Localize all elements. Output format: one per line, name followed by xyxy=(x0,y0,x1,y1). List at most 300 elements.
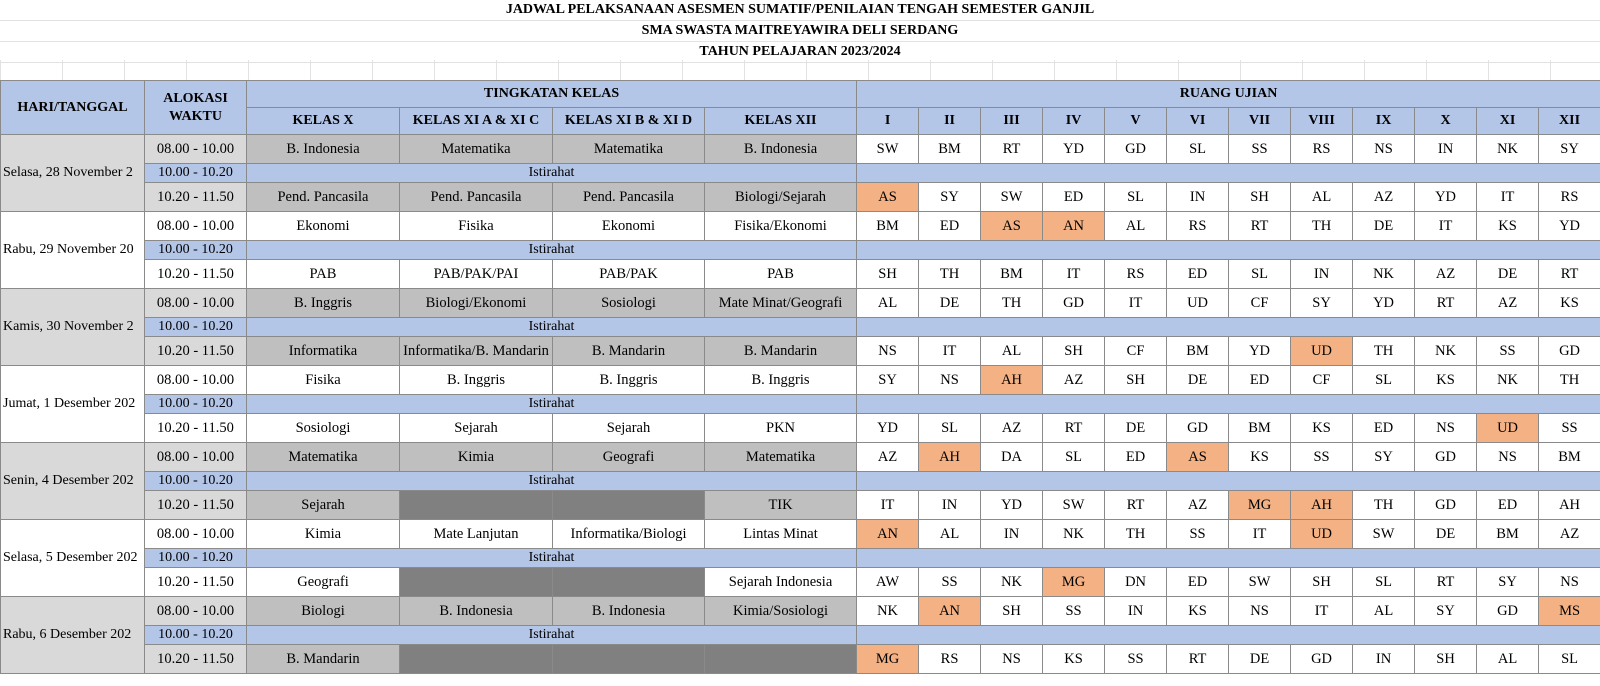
header-room[interactable]: X xyxy=(1415,108,1477,135)
subject-cell[interactable]: Pend. Pancasila xyxy=(247,183,400,212)
subject-cell[interactable]: B. Inggris xyxy=(553,366,705,395)
room-proctor-cell[interactable]: CF xyxy=(1229,289,1291,318)
room-proctor-cell[interactable]: RS xyxy=(1105,260,1167,289)
break-rooms-cell xyxy=(857,241,1600,260)
break-cell[interactable]: Istirahat xyxy=(247,549,857,568)
room-proctor-cell[interactable]: KS xyxy=(1539,289,1600,318)
subject-cell[interactable]: Sejarah xyxy=(553,414,705,443)
room-proctor-cell[interactable]: AZ xyxy=(1353,183,1415,212)
header-room[interactable]: XII xyxy=(1539,108,1600,135)
exam-row xyxy=(1,645,1600,674)
room-proctor-cell[interactable]: NK xyxy=(1353,260,1415,289)
subject-cell[interactable] xyxy=(400,568,553,597)
subject-cell[interactable]: Fisika/Ekonomi xyxy=(705,212,857,241)
subject-cell[interactable]: B. Indonesia xyxy=(553,597,705,626)
room-proctor-cell[interactable]: ED xyxy=(1043,183,1105,212)
exam-row xyxy=(1,337,1600,366)
subject-cell[interactable]: B. Inggris xyxy=(400,366,553,395)
room-proctor-cell[interactable]: AN xyxy=(857,520,919,549)
subject-cell[interactable]: Kimia xyxy=(400,443,553,472)
time-cell[interactable]: 08.00 - 10.00 xyxy=(145,366,247,395)
header-room[interactable]: IV xyxy=(1043,108,1105,135)
room-proctor-cell[interactable]: RT xyxy=(1043,414,1105,443)
room-proctor-cell[interactable]: IN xyxy=(919,491,981,520)
room-proctor-cell[interactable]: RT xyxy=(1105,491,1167,520)
room-proctor-cell[interactable]: KS xyxy=(1229,443,1291,472)
room-proctor-cell[interactable]: KS xyxy=(1415,366,1477,395)
time-cell[interactable]: 10.00 - 10.20 xyxy=(145,549,247,568)
exam-row xyxy=(1,260,1600,289)
time-cell[interactable]: 10.20 - 11.50 xyxy=(145,414,247,443)
room-proctor-cell[interactable]: IN xyxy=(1105,597,1167,626)
room-proctor-cell[interactable]: IN xyxy=(981,520,1043,549)
room-proctor-cell[interactable]: AW xyxy=(857,568,919,597)
room-proctor-cell[interactable]: RT xyxy=(1539,260,1600,289)
room-proctor-cell[interactable]: IT xyxy=(1291,597,1353,626)
room-proctor-cell[interactable]: IN xyxy=(1167,183,1229,212)
room-proctor-cell[interactable]: DE xyxy=(919,289,981,318)
room-proctor-cell[interactable]: SY xyxy=(919,183,981,212)
room-proctor-cell[interactable]: AZ xyxy=(1539,520,1600,549)
room-proctor-cell[interactable]: YD xyxy=(981,491,1043,520)
room-proctor-cell[interactable]: SL xyxy=(1105,183,1167,212)
subject-cell[interactable]: Pend. Pancasila xyxy=(553,183,705,212)
subject-cell[interactable]: Sejarah xyxy=(247,491,400,520)
room-proctor-cell[interactable]: NS xyxy=(919,366,981,395)
subject-cell[interactable]: PKN xyxy=(705,414,857,443)
room-proctor-cell[interactable]: IT xyxy=(919,337,981,366)
subject-cell[interactable]: Matematika xyxy=(400,135,553,164)
room-proctor-cell[interactable]: SH xyxy=(981,597,1043,626)
subject-cell[interactable]: Ekonomi xyxy=(553,212,705,241)
room-proctor-cell[interactable]: TH xyxy=(1291,212,1353,241)
time-cell[interactable]: 10.00 - 10.20 xyxy=(145,626,247,645)
room-proctor-cell[interactable]: YD xyxy=(857,414,919,443)
room-proctor-cell[interactable]: RS xyxy=(1539,183,1600,212)
room-proctor-cell[interactable]: NK xyxy=(1477,135,1539,164)
room-proctor-cell[interactable]: AL xyxy=(919,520,981,549)
subject-cell[interactable]: PAB xyxy=(247,260,400,289)
room-proctor-cell[interactable]: SS xyxy=(919,568,981,597)
break-row xyxy=(1,318,1600,337)
break-rooms-cell xyxy=(857,318,1600,337)
room-proctor-cell[interactable]: KS xyxy=(1291,414,1353,443)
room-proctor-cell[interactable]: TH xyxy=(1353,337,1415,366)
title-line-3: TAHUN PELAJARAN 2023/2024 xyxy=(0,42,1600,63)
room-proctor-cell[interactable]: DE xyxy=(1105,414,1167,443)
subject-cell[interactable]: PAB xyxy=(705,260,857,289)
room-proctor-cell[interactable]: ED xyxy=(1477,491,1539,520)
room-proctor-cell[interactable]: YD xyxy=(1353,289,1415,318)
header-room[interactable]: IX xyxy=(1353,108,1415,135)
room-proctor-cell[interactable]: ED xyxy=(1167,568,1229,597)
subject-cell[interactable] xyxy=(553,568,705,597)
subject-cell[interactable]: Biologi xyxy=(247,597,400,626)
room-proctor-cell[interactable]: MG xyxy=(857,645,919,674)
subject-cell[interactable]: Sejarah xyxy=(400,414,553,443)
schedule-table xyxy=(0,80,1600,674)
room-proctor-cell[interactable]: AN xyxy=(1043,212,1105,241)
room-proctor-cell[interactable]: SS xyxy=(1105,645,1167,674)
room-proctor-cell[interactable]: RT xyxy=(1229,212,1291,241)
break-rooms-cell xyxy=(857,472,1600,491)
room-proctor-cell[interactable]: AL xyxy=(1477,645,1539,674)
room-proctor-cell[interactable]: UD xyxy=(1167,289,1229,318)
subject-cell[interactable]: B. Indonesia xyxy=(705,135,857,164)
room-proctor-cell[interactable]: SS xyxy=(1043,597,1105,626)
time-cell[interactable]: 08.00 - 10.00 xyxy=(145,443,247,472)
room-proctor-cell[interactable]: SY xyxy=(1353,443,1415,472)
subject-cell[interactable]: Sejarah Indonesia xyxy=(705,568,857,597)
day-cell[interactable]: Senin, 4 Desember 202 xyxy=(1,443,145,520)
room-proctor-cell[interactable]: RT xyxy=(981,135,1043,164)
room-proctor-cell[interactable]: SY xyxy=(1539,135,1600,164)
break-cell[interactable]: Istirahat xyxy=(247,472,857,491)
room-proctor-cell[interactable]: DA xyxy=(981,443,1043,472)
room-proctor-cell[interactable]: NK xyxy=(857,597,919,626)
subject-cell[interactable]: TIK xyxy=(705,491,857,520)
break-cell[interactable]: Istirahat xyxy=(247,164,857,183)
header-room[interactable]: XI xyxy=(1477,108,1539,135)
subject-cell[interactable] xyxy=(553,645,705,674)
room-proctor-cell[interactable]: BM xyxy=(981,260,1043,289)
subject-cell[interactable]: Biologi/Sejarah xyxy=(705,183,857,212)
room-proctor-cell[interactable]: NK xyxy=(1415,337,1477,366)
room-proctor-cell[interactable]: KS xyxy=(1043,645,1105,674)
exam-row xyxy=(1,414,1600,443)
time-cell[interactable]: 08.00 - 10.00 xyxy=(145,520,247,549)
subject-cell[interactable]: Matematika xyxy=(553,135,705,164)
room-proctor-cell[interactable]: AS xyxy=(857,183,919,212)
break-row xyxy=(1,241,1600,260)
room-proctor-cell[interactable]: SH xyxy=(1415,645,1477,674)
room-proctor-cell[interactable]: AL xyxy=(1353,597,1415,626)
room-proctor-cell[interactable]: SL xyxy=(1353,568,1415,597)
room-proctor-cell[interactable]: BM xyxy=(1477,520,1539,549)
room-proctor-cell[interactable]: IT xyxy=(1415,212,1477,241)
room-proctor-cell[interactable]: SS xyxy=(1291,443,1353,472)
room-proctor-cell[interactable]: AL xyxy=(1105,212,1167,241)
room-proctor-cell[interactable]: DE xyxy=(1229,645,1291,674)
subject-cell[interactable]: B. Inggris xyxy=(705,366,857,395)
room-proctor-cell[interactable]: IT xyxy=(1105,289,1167,318)
subject-cell[interactable]: Ekonomi xyxy=(247,212,400,241)
room-proctor-cell[interactable]: AZ xyxy=(1167,491,1229,520)
room-proctor-cell[interactable]: NS xyxy=(1477,443,1539,472)
subject-cell[interactable] xyxy=(705,645,857,674)
subject-cell[interactable]: Kimia/Sosiologi xyxy=(705,597,857,626)
room-proctor-cell[interactable]: DE xyxy=(1415,520,1477,549)
room-proctor-cell[interactable]: AL xyxy=(857,289,919,318)
title-line-2: SMA SWASTA MAITREYAWIRA DELI SERDANG xyxy=(0,21,1600,42)
exam-row xyxy=(1,520,1600,549)
room-proctor-cell[interactable]: NS xyxy=(1353,135,1415,164)
room-proctor-cell[interactable]: SS xyxy=(1539,414,1600,443)
break-cell[interactable]: Istirahat xyxy=(247,318,857,337)
time-cell[interactable]: 10.20 - 11.50 xyxy=(145,645,247,674)
time-cell[interactable]: 08.00 - 10.00 xyxy=(145,212,247,241)
room-proctor-cell[interactable]: TH xyxy=(1539,366,1600,395)
day-cell[interactable]: Selasa, 5 Desember 202 xyxy=(1,520,145,597)
room-proctor-cell[interactable]: GD xyxy=(1415,491,1477,520)
room-proctor-cell[interactable]: BM xyxy=(919,135,981,164)
time-cell[interactable]: 10.20 - 11.50 xyxy=(145,568,247,597)
room-proctor-cell[interactable]: UD xyxy=(1291,520,1353,549)
time-cell[interactable]: 10.00 - 10.20 xyxy=(145,241,247,260)
subject-cell[interactable] xyxy=(400,645,553,674)
header-room[interactable]: VI xyxy=(1167,108,1229,135)
room-proctor-cell[interactable]: AS xyxy=(1167,443,1229,472)
subject-cell[interactable]: B. Indonesia xyxy=(400,597,553,626)
room-proctor-cell[interactable]: AZ xyxy=(857,443,919,472)
room-proctor-cell[interactable]: SY xyxy=(1415,597,1477,626)
room-proctor-cell[interactable]: AH xyxy=(919,443,981,472)
room-proctor-cell[interactable]: SS xyxy=(1477,337,1539,366)
room-proctor-cell[interactable]: KS xyxy=(1477,212,1539,241)
room-proctor-cell[interactable]: SH xyxy=(1105,366,1167,395)
room-proctor-cell[interactable]: SL xyxy=(1229,260,1291,289)
room-proctor-cell[interactable]: BM xyxy=(1539,443,1600,472)
room-proctor-cell[interactable]: SH xyxy=(1229,183,1291,212)
header-room[interactable]: II xyxy=(919,108,981,135)
room-proctor-cell[interactable]: SL xyxy=(1539,645,1600,674)
break-cell[interactable]: Istirahat xyxy=(247,395,857,414)
time-cell[interactable]: 08.00 - 10.00 xyxy=(145,597,247,626)
room-proctor-cell[interactable]: YD xyxy=(1043,135,1105,164)
room-proctor-cell[interactable]: TH xyxy=(981,289,1043,318)
room-proctor-cell[interactable]: IT xyxy=(1477,183,1539,212)
room-proctor-cell[interactable]: AZ xyxy=(981,414,1043,443)
room-proctor-cell[interactable]: NK xyxy=(1043,520,1105,549)
subject-cell[interactable]: B. Mandarin xyxy=(553,337,705,366)
subject-cell[interactable]: Sosiologi xyxy=(247,414,400,443)
room-proctor-cell[interactable]: DN xyxy=(1105,568,1167,597)
room-proctor-cell[interactable]: BM xyxy=(1167,337,1229,366)
header-room[interactable]: I xyxy=(857,108,919,135)
room-proctor-cell[interactable]: SY xyxy=(1477,568,1539,597)
room-proctor-cell[interactable]: SH xyxy=(857,260,919,289)
room-proctor-cell[interactable]: SH xyxy=(1043,337,1105,366)
subject-cell[interactable]: B. Inggris xyxy=(247,289,400,318)
room-proctor-cell[interactable]: SL xyxy=(1353,366,1415,395)
room-proctor-cell[interactable]: AH xyxy=(1539,491,1600,520)
room-proctor-cell[interactable]: AZ xyxy=(1477,289,1539,318)
room-proctor-cell[interactable]: ED xyxy=(919,212,981,241)
subject-cell[interactable]: Kimia xyxy=(247,520,400,549)
header-grade[interactable]: KELAS XII xyxy=(705,108,857,135)
room-proctor-cell[interactable]: SW xyxy=(1353,520,1415,549)
room-proctor-cell[interactable]: IN xyxy=(1415,135,1477,164)
break-row xyxy=(1,472,1600,491)
subject-cell[interactable]: Matematika xyxy=(247,443,400,472)
room-proctor-cell[interactable]: CF xyxy=(1291,366,1353,395)
subject-cell[interactable] xyxy=(553,491,705,520)
break-rooms-cell xyxy=(857,549,1600,568)
room-proctor-cell[interactable]: ED xyxy=(1105,443,1167,472)
room-proctor-cell[interactable]: MG xyxy=(1229,491,1291,520)
room-proctor-cell[interactable]: MS xyxy=(1539,597,1600,626)
room-proctor-cell[interactable]: IT xyxy=(1229,520,1291,549)
day-cell[interactable]: Jumat, 1 Desember 202 xyxy=(1,366,145,443)
room-proctor-cell[interactable]: AL xyxy=(1291,183,1353,212)
break-rooms-cell xyxy=(857,395,1600,414)
time-cell[interactable]: 10.20 - 11.50 xyxy=(145,337,247,366)
subject-cell[interactable]: Informatika xyxy=(247,337,400,366)
room-proctor-cell[interactable]: NS xyxy=(1415,414,1477,443)
room-proctor-cell[interactable]: SL xyxy=(1167,135,1229,164)
room-proctor-cell[interactable]: NS xyxy=(857,337,919,366)
room-proctor-cell[interactable]: RS xyxy=(919,645,981,674)
room-proctor-cell[interactable]: SY xyxy=(857,366,919,395)
room-proctor-cell[interactable]: MG xyxy=(1043,568,1105,597)
room-proctor-cell[interactable]: SS xyxy=(1167,520,1229,549)
subject-cell[interactable]: Informatika/Biologi xyxy=(553,520,705,549)
room-proctor-cell[interactable]: IN xyxy=(1291,260,1353,289)
room-proctor-cell[interactable]: GD xyxy=(1539,337,1600,366)
room-proctor-cell[interactable]: KS xyxy=(1167,597,1229,626)
subject-cell[interactable] xyxy=(400,491,553,520)
room-proctor-cell[interactable]: YD xyxy=(1415,183,1477,212)
room-proctor-cell[interactable]: IT xyxy=(857,491,919,520)
room-proctor-cell[interactable]: GD xyxy=(1415,443,1477,472)
exam-row xyxy=(1,568,1600,597)
time-cell[interactable]: 10.20 - 11.50 xyxy=(145,183,247,212)
subject-cell[interactable]: Mate Lanjutan xyxy=(400,520,553,549)
subject-cell[interactable]: PAB/PAK xyxy=(553,260,705,289)
room-proctor-cell[interactable]: NS xyxy=(1539,568,1600,597)
day-cell[interactable]: Selasa, 28 November 2 xyxy=(1,135,145,212)
room-proctor-cell[interactable]: SW xyxy=(1229,568,1291,597)
day-cell[interactable]: Rabu, 6 Desember 202 xyxy=(1,597,145,674)
room-proctor-cell[interactable]: RT xyxy=(1167,645,1229,674)
break-rooms-cell xyxy=(857,626,1600,645)
header-day[interactable]: HARI/TANGGAL xyxy=(1,81,145,135)
room-proctor-cell[interactable]: RT xyxy=(1415,568,1477,597)
room-proctor-cell[interactable]: AH xyxy=(1291,491,1353,520)
subject-cell[interactable]: Fisika xyxy=(400,212,553,241)
subject-cell[interactable]: Matematika xyxy=(705,443,857,472)
time-cell[interactable]: 08.00 - 10.00 xyxy=(145,289,247,318)
room-proctor-cell[interactable]: NK xyxy=(981,568,1043,597)
subject-cell[interactable]: Sosiologi xyxy=(553,289,705,318)
room-proctor-cell[interactable]: SH xyxy=(1291,568,1353,597)
time-cell[interactable]: 10.00 - 10.20 xyxy=(145,318,247,337)
header-grade[interactable]: KELAS X xyxy=(247,108,400,135)
time-cell[interactable]: 10.00 - 10.20 xyxy=(145,472,247,491)
header-room[interactable]: III xyxy=(981,108,1043,135)
subject-cell[interactable]: B. Indonesia xyxy=(247,135,400,164)
header-room[interactable]: VIII xyxy=(1291,108,1353,135)
room-proctor-cell[interactable]: SL xyxy=(919,414,981,443)
day-cell[interactable]: Kamis, 30 November 2 xyxy=(1,289,145,366)
header-time[interactable]: ALOKASI WAKTU xyxy=(145,81,247,135)
exam-row xyxy=(1,289,1600,318)
room-proctor-cell[interactable]: YD xyxy=(1539,212,1600,241)
room-proctor-cell[interactable]: GD xyxy=(1291,645,1353,674)
room-proctor-cell[interactable]: GD xyxy=(1105,135,1167,164)
room-proctor-cell[interactable]: NK xyxy=(1477,366,1539,395)
room-proctor-cell[interactable]: ED xyxy=(1229,366,1291,395)
room-proctor-cell[interactable]: AS xyxy=(981,212,1043,241)
room-proctor-cell[interactable]: AZ xyxy=(1415,260,1477,289)
room-proctor-cell[interactable]: RS xyxy=(1167,212,1229,241)
room-proctor-cell[interactable]: CF xyxy=(1105,337,1167,366)
room-proctor-cell[interactable]: SW xyxy=(1043,491,1105,520)
subject-cell[interactable]: Pend. Pancasila xyxy=(400,183,553,212)
room-proctor-cell[interactable]: SL xyxy=(1043,443,1105,472)
room-proctor-cell[interactable]: NS xyxy=(981,645,1043,674)
room-proctor-cell[interactable]: IT xyxy=(1043,260,1105,289)
subject-cell[interactable]: Biologi/Ekonomi xyxy=(400,289,553,318)
time-cell[interactable]: 10.00 - 10.20 xyxy=(145,395,247,414)
room-proctor-cell[interactable]: IN xyxy=(1353,645,1415,674)
room-proctor-cell[interactable]: ED xyxy=(1167,260,1229,289)
room-proctor-cell[interactable]: SS xyxy=(1229,135,1291,164)
header-room[interactable]: V xyxy=(1105,108,1167,135)
room-proctor-cell[interactable]: GD xyxy=(1477,597,1539,626)
day-cell[interactable]: Rabu, 29 November 20 xyxy=(1,212,145,289)
room-proctor-cell[interactable]: GD xyxy=(1043,289,1105,318)
room-proctor-cell[interactable]: GD xyxy=(1167,414,1229,443)
room-proctor-cell[interactable]: AZ xyxy=(1043,366,1105,395)
title-block xyxy=(0,0,1600,63)
room-proctor-cell[interactable]: BM xyxy=(857,212,919,241)
break-cell[interactable]: Istirahat xyxy=(247,626,857,645)
subject-cell[interactable]: Geografi xyxy=(247,568,400,597)
subject-cell[interactable]: B. Mandarin xyxy=(247,645,400,674)
room-proctor-cell[interactable]: DE xyxy=(1477,260,1539,289)
room-proctor-cell[interactable]: TH xyxy=(1105,520,1167,549)
room-proctor-cell[interactable]: SW xyxy=(981,183,1043,212)
break-row xyxy=(1,626,1600,645)
room-proctor-cell[interactable]: AH xyxy=(981,366,1043,395)
subject-cell[interactable]: Geografi xyxy=(553,443,705,472)
subject-cell[interactable]: Lintas Minat xyxy=(705,520,857,549)
subject-cell[interactable]: Mate Minat/Geografi xyxy=(705,289,857,318)
room-proctor-cell[interactable]: TH xyxy=(919,260,981,289)
room-proctor-cell[interactable]: DE xyxy=(1353,212,1415,241)
subject-cell[interactable]: Fisika xyxy=(247,366,400,395)
room-proctor-cell[interactable]: ED xyxy=(1353,414,1415,443)
exam-row xyxy=(1,212,1600,241)
header-room[interactable]: VII xyxy=(1229,108,1291,135)
time-cell[interactable]: 10.20 - 11.50 xyxy=(145,260,247,289)
room-proctor-cell[interactable]: AN xyxy=(919,597,981,626)
room-proctor-cell[interactable]: SY xyxy=(1291,289,1353,318)
header-grade[interactable]: KELAS XI B & XI D xyxy=(553,108,705,135)
room-proctor-cell[interactable]: RS xyxy=(1291,135,1353,164)
header-grade[interactable]: KELAS XI A & XI C xyxy=(400,108,553,135)
subject-cell[interactable]: Informatika/B. Mandarin xyxy=(400,337,553,366)
time-cell[interactable]: 10.20 - 11.50 xyxy=(145,491,247,520)
subject-cell[interactable]: PAB/PAK/PAI xyxy=(400,260,553,289)
room-proctor-cell[interactable]: RT xyxy=(1415,289,1477,318)
room-proctor-cell[interactable]: UD xyxy=(1291,337,1353,366)
time-cell[interactable]: 10.00 - 10.20 xyxy=(145,164,247,183)
time-cell[interactable]: 08.00 - 10.00 xyxy=(145,135,247,164)
room-proctor-cell[interactable]: TH xyxy=(1353,491,1415,520)
room-proctor-cell[interactable]: UD xyxy=(1477,414,1539,443)
break-cell[interactable]: Istirahat xyxy=(247,241,857,260)
room-proctor-cell[interactable]: DE xyxy=(1167,366,1229,395)
room-proctor-cell[interactable]: SW xyxy=(857,135,919,164)
subject-cell[interactable]: B. Mandarin xyxy=(705,337,857,366)
break-row xyxy=(1,164,1600,183)
room-proctor-cell[interactable]: BM xyxy=(1229,414,1291,443)
room-proctor-cell[interactable]: NS xyxy=(1229,597,1291,626)
room-proctor-cell[interactable]: AL xyxy=(981,337,1043,366)
room-proctor-cell[interactable]: YD xyxy=(1229,337,1291,366)
